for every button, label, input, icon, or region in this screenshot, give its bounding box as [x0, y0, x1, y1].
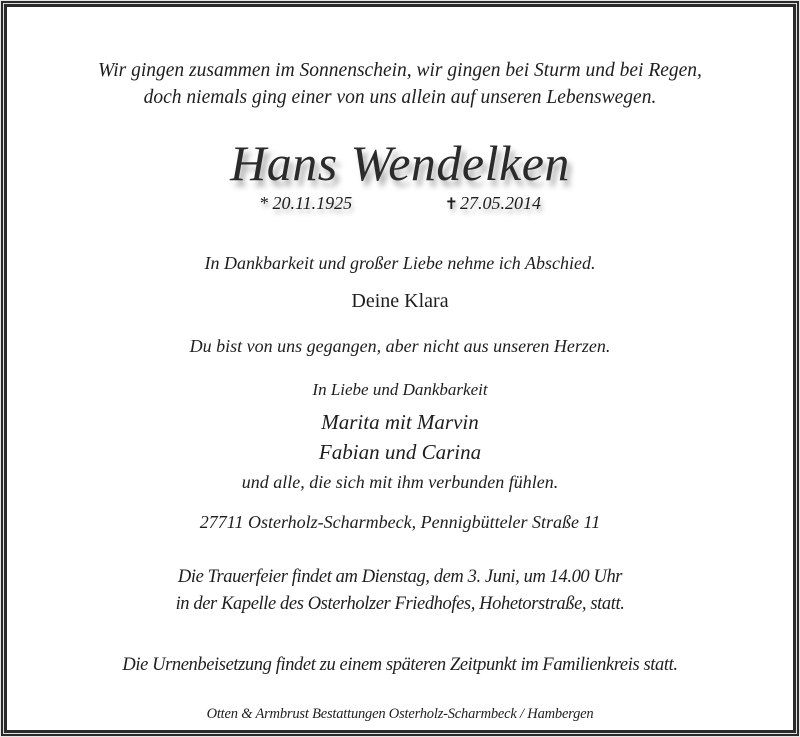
- death-date-group: [445, 192, 541, 216]
- birth-star-icon: *: [258, 193, 268, 213]
- birth-date-group: [259, 192, 352, 214]
- funeral-line-1: Die Trauerfeier findet am Dienstag, dem 3. Juni, um 14.00 Uhr: [177, 567, 623, 587]
- life-dates: [7, 192, 793, 216]
- signatory-klara: Deine Klara: [351, 290, 449, 312]
- birth-date: 20.11.1925: [272, 193, 353, 213]
- others-line: und alle, die sich mit ihm verbunden fühlen.: [241, 472, 559, 492]
- deceased-name: Hans Wendelken: [230, 135, 570, 191]
- address: 27711 Osterholz-Scharmbeck, Pennigbütteler Straße 11: [199, 512, 601, 532]
- motto-line-1: Wir gingen zusammen im Sonnenschein, wir gingen bei Sturm und bei Regen,: [98, 60, 702, 81]
- motto-line-2: doch niemals ging einer von uns allein auf unseren Lebenswegen.: [143, 87, 657, 108]
- obituary-notice: [4, 4, 796, 733]
- farewell-intro: In Liebe und Dankbarkeit: [312, 380, 488, 399]
- cross-icon: ✝: [444, 196, 459, 213]
- farewell-text-1: In Dankbarkeit und großer Liebe nehme ich Abschied.: [204, 253, 596, 273]
- signatory-1: Marita mit Marvin: [321, 410, 479, 434]
- burial-info: Die Urnenbeisetzung findet zu einem späteren Zeitpunkt im Familienkreis statt.: [122, 655, 678, 675]
- undertaker: Otten & Armbrust Bestattungen Osterholz-Scharmbeck / Hambergen: [206, 706, 594, 722]
- notice-border-middle: [1, 1, 799, 736]
- signatory-2: Fabian und Carina: [318, 440, 482, 464]
- farewell-text-2: Du bist von uns gegangen, aber nicht aus unseren Herzen.: [189, 336, 611, 356]
- funeral-line-2: in der Kapelle des Osterholzer Friedhofes, Hohetorstraße, statt.: [175, 594, 625, 614]
- death-date: 27.05.2014: [460, 193, 542, 213]
